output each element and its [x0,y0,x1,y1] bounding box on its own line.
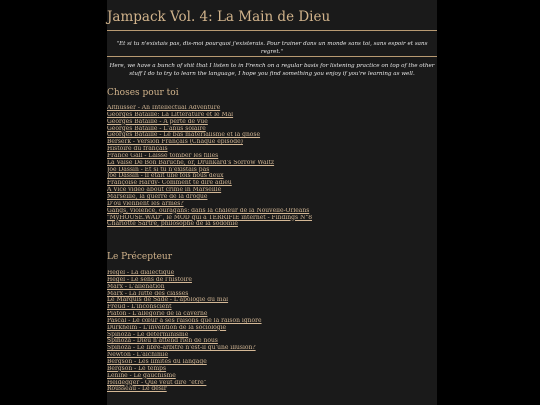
list-item [107,139,437,146]
intro-text: Here, we have a bunch of shit that I listen to in French on a regular basis for listening practice on top of the other stuff I do to try to learn the language, I hope you find something you enjoy if you're learning as well. [109,63,435,77]
video-link[interactable]: Histoire du français [107,146,168,153]
list-item [107,112,437,119]
quote-divider [107,56,437,57]
video-link[interactable]: Spinoza - Dieu n'attend rien de nous [107,338,218,345]
list-item [107,311,437,318]
list-item [107,297,437,304]
list-item [107,366,437,373]
list-item [107,201,437,208]
list-item [107,132,437,139]
video-link[interactable]: Georges Bataille - L'anus solaire [107,125,206,132]
list-item [107,332,437,339]
list-item [107,208,437,215]
list-item [107,105,437,112]
video-link[interactable]: Heidegger - Que veut dire "être" [107,379,207,386]
list-item [107,352,437,359]
list-item [107,146,437,153]
list-item [107,221,437,228]
list-item [107,187,437,194]
video-link[interactable]: Pascal - Le cœur a ses raisons que la raison ignore [107,317,262,324]
list-item [107,194,437,201]
video-link[interactable]: Georges Bataille - Le bas matérialisme et la gnose [107,132,261,139]
video-link[interactable]: Joe Dassin - Et si tu n'existais pas [107,166,210,173]
list-item [107,291,437,298]
list-item [107,373,437,380]
list-item [107,215,437,222]
section-heading-choses-pour-toi: Choses pour toi [107,88,179,98]
list-item [107,153,437,160]
video-link[interactable]: Durkheim - L'invention de la sociologie [107,324,227,331]
video-link[interactable]: Georges Bataille: La Littérature et le Mal [107,111,234,118]
list-item [107,277,437,284]
video-link[interactable]: Gangs, violence, ouragans: dans la chaleur de la Nouvelle-Orléans [107,207,310,214]
list-item [107,338,437,345]
video-link[interactable]: Charlotte Sartre, philosophe de la sodomie [107,221,238,228]
video-link[interactable]: Le Marquis de Sade - L'apologie du mal [107,297,229,304]
video-link[interactable]: Marx - La lutte des classes [107,290,189,297]
video-link[interactable]: Hegel - Le sens de l'histoire [107,276,192,283]
list-item [107,304,437,311]
video-link[interactable]: D'où viennent les armes? [107,200,184,207]
list-item [107,119,437,126]
video-link[interactable]: Rousseau - Le désir [107,386,167,393]
video-link[interactable]: France Gall - Laisse tomber les filles [107,152,219,159]
video-link[interactable]: Bergson - Le temps [107,365,167,372]
video-link[interactable]: Platon - L'allégorie de la caverne [107,311,208,318]
video-link[interactable]: La Valse De Bon Baruche, or, Drunkard's Sorrow Waltz [107,159,275,166]
list-item [107,386,437,393]
list-item [107,284,437,291]
link-list-le-precepteur [107,270,437,393]
video-link[interactable]: A Vice video about crime in Marseille [107,187,222,194]
video-link[interactable]: Spinoza - Le déterminisme [107,331,189,338]
video-link[interactable]: Lénine - Le gauchisme [107,372,176,379]
video-link[interactable]: Georges Bataille - À perte de vue [107,118,208,125]
video-link[interactable]: Marx - L'aliénation [107,283,165,290]
list-item [107,318,437,325]
video-link[interactable]: Althusser - An Intellectual Adventure [107,105,221,111]
list-item [107,126,437,133]
list-item [107,359,437,366]
video-link[interactable]: Bergson - Les limites du langage [107,358,207,365]
video-link[interactable]: Spinoza - Le libre-arbitre n'est-il qu'une illusion? [107,345,256,352]
video-link[interactable]: Joe Dassin - Il était une fois nous deux [107,173,224,180]
link-list-choses-pour-toi [107,105,437,228]
video-link[interactable]: Berserk - Version Français (Chaque épisode) [107,139,243,146]
list-item [107,167,437,174]
video-link[interactable]: Newton - L'alchimie [107,352,169,359]
section-heading-le-precepteur: Le Précepteur [107,252,173,262]
video-link[interactable]: Françoise Hardy- Comment te dire adieu [107,180,232,187]
title-divider [107,30,437,31]
list-item [107,180,437,187]
list-item [107,345,437,352]
video-link[interactable]: "MyHOUSE.WAD", le MOD qui a TERRIFIÉ internet - Findings N°8 [107,214,313,221]
video-link[interactable]: Hegel - La dialectique [107,270,175,276]
list-item [107,270,437,277]
video-link[interactable]: Freud - L'inconscient [107,304,172,311]
video-link[interactable]: Marseille, la guerre de la drogue [107,193,208,200]
epigraph-quote: "Et si tu n'existais pas, dis-moi pourquoi j'existerais. Pour trainer dans un monde sans toi, sans espoir et sans regret." [116,41,428,55]
list-item [107,380,437,387]
list-item [107,160,437,167]
list-item [107,173,437,180]
list-item [107,325,437,332]
page-container [107,0,437,405]
page-title: Jampack Vol. 4: La Main de Dieu [107,9,331,25]
